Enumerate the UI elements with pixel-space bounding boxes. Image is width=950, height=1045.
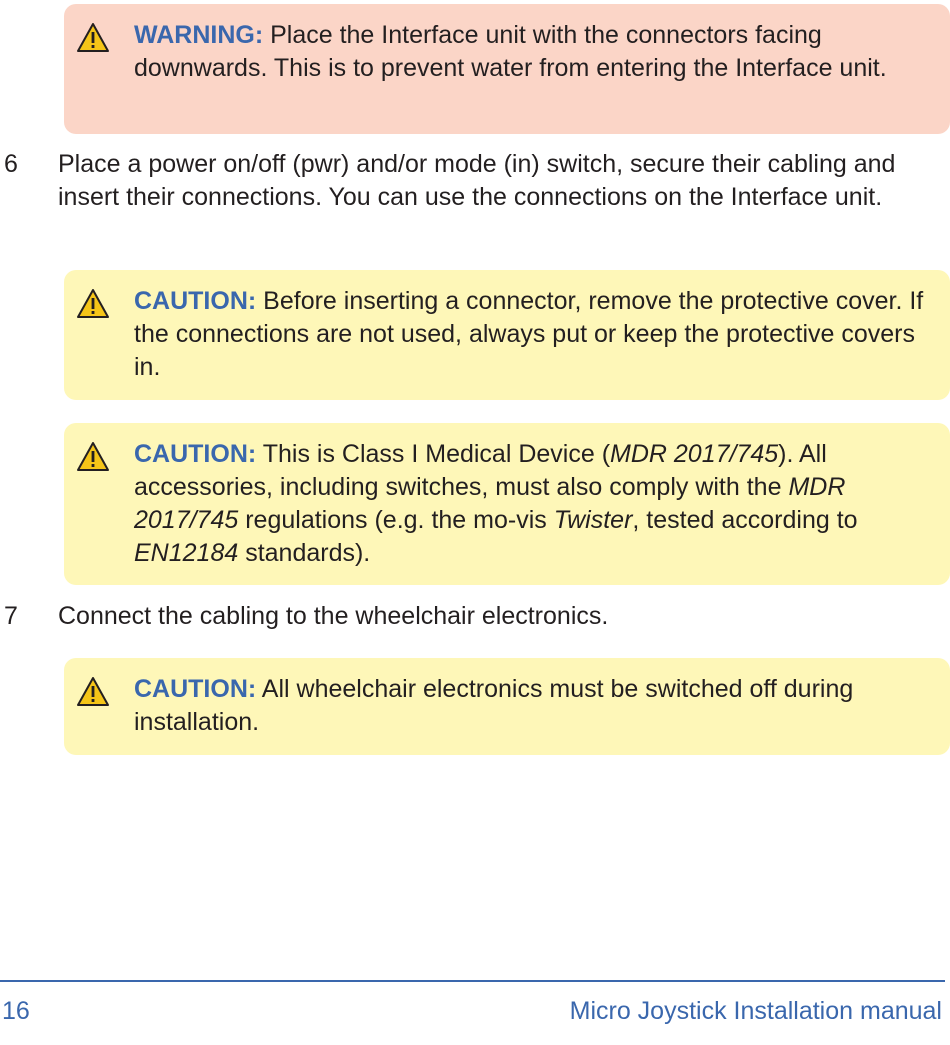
warning-text: Place the Interface unit with the connectors facing downwards. This is to prevent water from entering the Interface unit.: [134, 21, 887, 82]
warning-triangle-icon: [76, 22, 110, 53]
step-number: 7: [4, 602, 18, 630]
warning-notice: [64, 4, 950, 134]
footer-divider: [0, 980, 945, 982]
caution-text-part: ). All accessories, including switches, must also comply with the: [134, 440, 827, 501]
caution-text: All wheelchair electronics must be switched off during installation.: [134, 675, 854, 736]
caution-notice-connector: [64, 270, 950, 400]
caution-text: Before inserting a connector, remove the protective cover. If the connections are not used, always put or keep the protective covers in.: [134, 287, 924, 381]
warning-label: WARNING:: [134, 21, 264, 49]
regulation-reference: MDR 2017/745: [610, 440, 779, 468]
page-number: 16: [2, 997, 30, 1025]
caution-label: CAUTION:: [134, 287, 257, 315]
caution-text-part: This is Class I Medical Device (: [256, 440, 611, 468]
caution-text-part: regulations (e.g. the mo-vis: [238, 506, 554, 534]
step-6: [0, 148, 950, 214]
standard-reference: EN12184: [134, 539, 239, 567]
warning-triangle-icon: [76, 441, 110, 472]
warning-triangle-icon: [76, 288, 110, 319]
caution-notice-mdr: [64, 423, 950, 585]
step-text: Connect the cabling to the wheelchair electronics.: [58, 602, 609, 630]
step-7: [0, 600, 950, 633]
step-text: Place a power on/off (pwr) and/or mode (in) switch, secure their cabling and insert their connections. You can use the connections on the Interface unit.: [58, 150, 896, 211]
warning-triangle-icon: [76, 676, 110, 707]
regulation-reference: MDR 2017/745: [134, 473, 846, 534]
step-number: 6: [4, 150, 18, 178]
caution-label: CAUTION:: [134, 440, 257, 468]
caution-text-part: , tested according to: [632, 506, 858, 534]
document-title: Micro Joystick Installation manual: [569, 997, 942, 1025]
caution-label: CAUTION:: [134, 675, 257, 703]
caution-notice-electronics: [64, 658, 950, 755]
caution-text-part: standards).: [238, 539, 371, 567]
product-name: Twister: [553, 506, 633, 534]
